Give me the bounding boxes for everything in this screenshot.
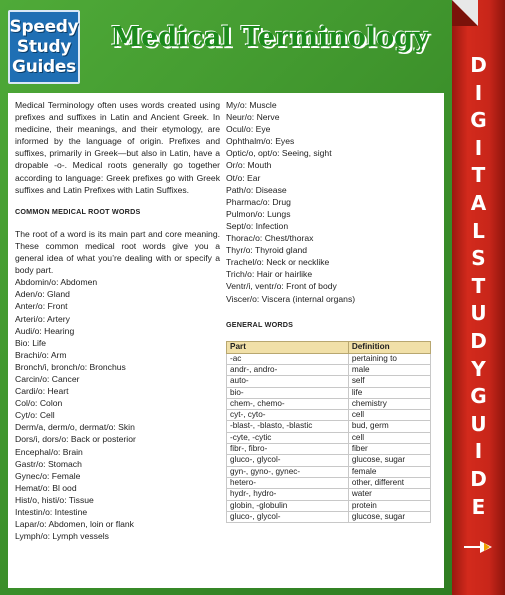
logo-line-3: Guides: [12, 57, 76, 77]
general-words-heading: GENERAL WORDS: [226, 319, 294, 329]
table-row: [227, 444, 431, 455]
root-word-item: Arteri/o: Artery: [15, 313, 70, 324]
spine-letter: U: [470, 411, 487, 436]
root-word-item: My/o: Muscle: [226, 100, 277, 110]
table-cell-part: fibr-, fibro-: [227, 444, 349, 455]
root-word-item: Thyr/o: Thyroid gland: [226, 245, 308, 256]
root-word-item: Ophthalm/o: Eyes: [226, 136, 295, 147]
root-word-item: Cyt/o: Cell: [15, 410, 55, 421]
spine-letter: E: [471, 494, 486, 519]
root-word-item: Sept/o: Infection: [226, 220, 289, 231]
root-word-item: Brachi/o: Arm: [15, 349, 67, 360]
root-word-item: Trich/o: Hair or hairlike: [226, 269, 313, 280]
root-word-item: Cardi/o: Heart: [15, 386, 69, 397]
root-word-item: Audi/o: Hearing: [15, 325, 75, 336]
table-cell-part: globin, -globulin: [227, 500, 349, 511]
table-row: [227, 421, 431, 432]
content-page: [8, 93, 444, 588]
spine-letter: Y: [471, 356, 486, 381]
table-cell-definition: other, different: [348, 477, 430, 488]
left-column: [15, 99, 220, 542]
root-word-item: Aden/o: Gland: [15, 289, 70, 300]
root-word-item: Encephal/o: Brain: [15, 446, 83, 457]
table-body: [227, 353, 431, 522]
spine-letter: T: [471, 273, 486, 298]
table-cell-part: -cyte, -cytic: [227, 432, 349, 443]
table-row: [227, 364, 431, 375]
table-cell-definition: male: [348, 364, 430, 375]
right-column: [226, 99, 437, 523]
logo-line-2: Study: [16, 37, 72, 57]
table-cell-definition: protein: [348, 500, 430, 511]
table-cell-part: -blast-, -blasto, -blastic: [227, 421, 349, 432]
speedy-study-guides-logo: [8, 10, 80, 84]
root-word-item: Ocul/o: Eye: [226, 124, 271, 135]
table-cell-part: gluco-, glycol-: [227, 455, 349, 466]
root-list-right: [226, 99, 437, 305]
table-cell-definition: bud, germ: [348, 421, 430, 432]
root-word-item: Bio: Life: [15, 337, 47, 348]
root-words-heading: COMMON MEDICAL ROOT WORDS: [15, 206, 141, 216]
table-cell-part: chem-, chemo-: [227, 398, 349, 409]
table-cell-part: cyt-, cyto-: [227, 410, 349, 421]
root-word-item: Trachel/o: Neck or necklike: [226, 257, 330, 268]
root-word-item: Anter/o: Front: [15, 301, 68, 312]
table-cell-part: -ac: [227, 353, 349, 364]
root-word-item: Pharmac/o: Drug: [226, 196, 291, 207]
spine-letter: G: [470, 108, 487, 133]
root-word-item: Or/o: Mouth: [226, 160, 272, 171]
digital-study-guide-spine: [452, 0, 505, 595]
table-cell-definition: cell: [348, 432, 430, 443]
spine-letter: D: [470, 53, 487, 77]
root-word-item: Gynec/o: Female: [15, 470, 81, 481]
arrow-icon: [464, 540, 494, 554]
spine-lettering: [452, 52, 505, 521]
table-row: [227, 455, 431, 466]
root-word-item: Lymph/o: Lymph vessels: [15, 531, 109, 542]
table-row: [227, 398, 431, 409]
root-word-item: Lapar/o: Abdomen, loin or flank: [15, 519, 134, 530]
spine-letter: L: [472, 218, 485, 243]
spine-letter: I: [474, 135, 483, 160]
table-cell-definition: life: [348, 387, 430, 398]
spine-letter: D: [470, 466, 487, 491]
root-word-item: Col/o: Colon: [15, 398, 63, 409]
spine-letter: T: [471, 163, 486, 188]
root-word-item: Abdomin/o: Abdomen: [15, 277, 98, 288]
table-cell-part: hydr-, hydro-: [227, 489, 349, 500]
table-cell-definition: water: [348, 489, 430, 500]
spine-letter: D: [470, 328, 487, 353]
spine-letter: G: [470, 384, 487, 409]
table-cell-definition: fiber: [348, 444, 430, 455]
root-word-item: Carcin/o: Cancer: [15, 373, 80, 384]
spine-letter: S: [471, 246, 486, 271]
table-cell-part: gyn-, gyno-, gynec-: [227, 466, 349, 477]
spine-letter: U: [470, 301, 487, 326]
root-word-item: Ventr/i, ventr/o: Front of body: [226, 281, 337, 292]
root-word-item: Thorac/o: Chest/thorax: [226, 233, 314, 244]
table-row: [227, 387, 431, 398]
table-row: [227, 466, 431, 477]
root-word-item: Dors/i, dors/o: Back or posterior: [15, 434, 136, 445]
table-cell-part: auto-: [227, 376, 349, 387]
spine-letter: I: [474, 80, 483, 105]
page-fold-corner: [452, 0, 478, 26]
root-word-item: Hemat/o: Bl ood: [15, 482, 77, 493]
logo-line-1: Speedy: [9, 17, 79, 37]
table-cell-definition: self: [348, 376, 430, 387]
root-word-item: Gastr/o: Stomach: [15, 458, 82, 469]
general-words-table: [226, 341, 431, 523]
intro-paragraph: Medical Terminology often uses words created using prefixes and suffixes in Latin and Ancient Greek. In medicine, their meanings, and their etymology, are informed by the language of origin. Prefixes and suffixes, primarily in Greek—but also in Latin, have a dropable -o-. Medical roots generally go together according to language: Greek prefixes go with Greek suffixes and Latin Prefixes with Latin Suffixes.: [15, 100, 220, 195]
root-word-item: Pulmon/o: Lungs: [226, 208, 291, 219]
root-word-item: Path/o: Disease: [226, 184, 287, 195]
table-row: [227, 410, 431, 421]
root-word-item: Derm/a, derm/o, dermat/o: Skin: [15, 422, 135, 433]
table-cell-part: andr-, andro-: [227, 364, 349, 375]
book-title: Medical Terminology: [111, 22, 429, 53]
table-header-row: [227, 341, 431, 353]
table-cell-definition: cell: [348, 410, 430, 421]
table-cell-part: bio-: [227, 387, 349, 398]
cover-header: [0, 0, 452, 90]
root-word-item: Neur/o: Nerve: [226, 112, 280, 123]
table-row: [227, 489, 431, 500]
spine-letter: A: [470, 190, 487, 215]
table-row: [227, 511, 431, 522]
table-row: [227, 477, 431, 488]
root-word-item: Ot/o: Ear: [226, 172, 261, 183]
table-row: [227, 500, 431, 511]
root-word-item: Optic/o, opt/o: Seeing, sight: [226, 148, 332, 159]
table-header-part: Part: [227, 341, 349, 353]
table-cell-part: hetero-: [227, 477, 349, 488]
root-word-item: Viscer/o: Viscera (internal organs): [226, 293, 356, 304]
root-list-left: [15, 276, 220, 542]
table-row: [227, 353, 431, 364]
table-cell-definition: glucose, sugar: [348, 455, 430, 466]
root-word-item: Intestin/o: Intestine: [15, 507, 88, 517]
root-intro-paragraph: The root of a word is its main part and core meaning. These common medical root words give you a general idea of what you’re dealing with or specify a body part.: [15, 228, 220, 276]
table-cell-definition: glucose, sugar: [348, 511, 430, 522]
root-word-item: Bronch/i, bronch/o: Bronchus: [15, 361, 126, 372]
table-cell-definition: female: [348, 466, 430, 477]
table-header-definition: Definition: [348, 341, 430, 353]
table-row: [227, 432, 431, 443]
table-cell-part: gluco-, glycol-: [227, 511, 349, 522]
spine-letter: I: [474, 439, 483, 464]
table-cell-definition: chemistry: [348, 398, 430, 409]
root-word-item: Hist/o, histi/o: Tissue: [15, 494, 94, 505]
table-cell-definition: pertaining to: [348, 353, 430, 364]
table-row: [227, 376, 431, 387]
